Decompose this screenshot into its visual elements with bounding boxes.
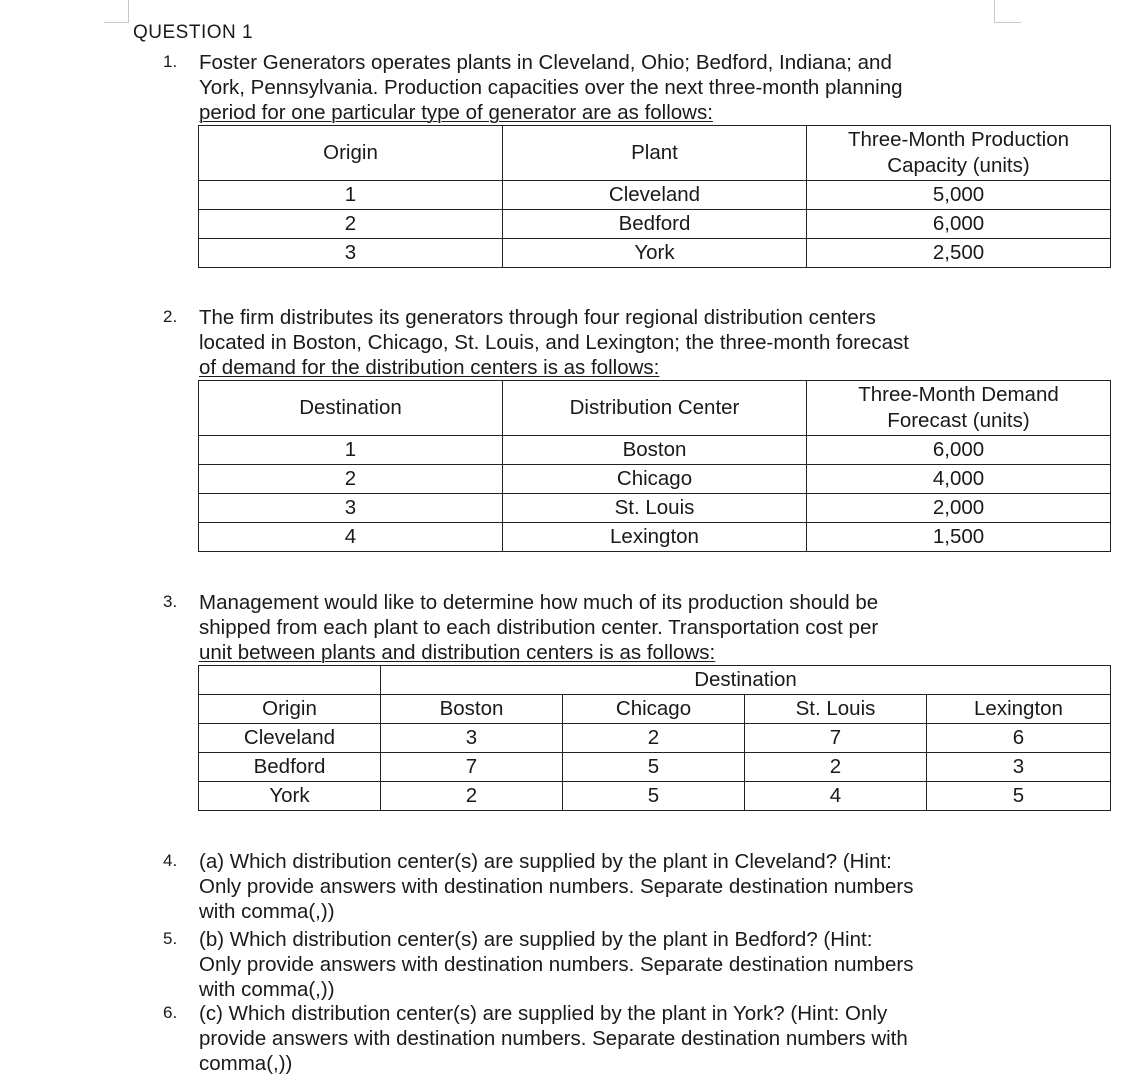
item-text-line: of demand for the distribution centers is as follows: bbox=[199, 356, 660, 379]
item-text-line: (a) Which distribution center(s) are supplied by the plant in Cleveland? (Hint: bbox=[199, 850, 892, 873]
table-cell: 4 bbox=[745, 782, 927, 811]
header-line: Three-Month Production bbox=[847, 128, 1070, 151]
table-cell: 6,000 bbox=[807, 210, 1111, 239]
table-cell: Bedford bbox=[503, 210, 807, 239]
table-cell: 3 bbox=[199, 239, 503, 268]
header-line: Forecast (units) bbox=[887, 409, 1030, 432]
table-cell: 5 bbox=[563, 782, 745, 811]
destination-header: Destination bbox=[381, 666, 1111, 695]
table-cell: 3 bbox=[927, 753, 1111, 782]
table-cell: St. Louis bbox=[503, 494, 807, 523]
table-cell: 1 bbox=[199, 181, 503, 210]
question-item-2 bbox=[163, 305, 1093, 380]
page-corner-mark-right bbox=[994, 0, 1021, 23]
item-text-line: (b) Which distribution center(s) are supplied by the plant in Bedford? (Hint: bbox=[199, 928, 873, 951]
table-row bbox=[199, 210, 1111, 239]
question-item-1 bbox=[163, 50, 1093, 125]
table-row bbox=[199, 523, 1111, 552]
column-header: Lexington bbox=[927, 695, 1111, 724]
table-cell: 3 bbox=[199, 494, 503, 523]
item-text-line: (c) Which distribution center(s) are supplied by the plant in York? (Hint: Only bbox=[199, 1002, 888, 1025]
table-cell: 7 bbox=[381, 753, 563, 782]
item-text-line: period for one particular type of generator are as follows: bbox=[199, 101, 713, 124]
item-number: 5. bbox=[163, 929, 178, 948]
table-cell: Bedford bbox=[199, 753, 381, 782]
cost-table bbox=[198, 665, 1111, 811]
item-text-line: Management would like to determine how much of its production should be bbox=[199, 591, 879, 614]
item-text-line: provide answers with destination numbers. Separate destination numbers with bbox=[199, 1027, 908, 1050]
header-line: Capacity (units) bbox=[887, 154, 1030, 177]
table-row bbox=[199, 181, 1111, 210]
table-cell: Lexington bbox=[503, 523, 807, 552]
table-cell: 2 bbox=[563, 724, 745, 753]
table-cell: 3 bbox=[381, 724, 563, 753]
column-header: Chicago bbox=[563, 695, 745, 724]
table-header-row bbox=[199, 381, 1111, 436]
item-text-line: Foster Generators operates plants in Cleveland, Ohio; Bedford, Indiana; and bbox=[199, 51, 892, 74]
table-cell: York bbox=[503, 239, 807, 268]
table-cell: 1,500 bbox=[807, 523, 1111, 552]
table-cell: Chicago bbox=[503, 465, 807, 494]
item-number: 6. bbox=[163, 1003, 178, 1022]
question-item-5 bbox=[163, 927, 1093, 1002]
column-header: Origin bbox=[199, 695, 381, 724]
item-text-line: with comma(,)) bbox=[199, 978, 335, 1001]
table-cell: 1 bbox=[199, 436, 503, 465]
item-text-line: with comma(,)) bbox=[199, 900, 335, 923]
item-number: 4. bbox=[163, 851, 178, 870]
column-header: St. Louis bbox=[745, 695, 927, 724]
table-header-row bbox=[199, 695, 1111, 724]
table-row bbox=[199, 724, 1111, 753]
column-header: Distribution Center bbox=[503, 381, 807, 436]
table-row bbox=[199, 782, 1111, 811]
column-header bbox=[807, 126, 1111, 181]
table-cell: 7 bbox=[745, 724, 927, 753]
table-header-row bbox=[199, 666, 1111, 695]
question-item-6 bbox=[163, 1001, 1093, 1076]
column-header: Plant bbox=[503, 126, 807, 181]
header-line: Three-Month Demand bbox=[858, 383, 1059, 406]
item-text-line: Only provide answers with destination numbers. Separate destination numbers bbox=[199, 875, 914, 898]
table-row bbox=[199, 436, 1111, 465]
item-number: 1. bbox=[163, 52, 178, 71]
table-row bbox=[199, 239, 1111, 268]
table-cell: Cleveland bbox=[503, 181, 807, 210]
item-text-line: York, Pennsylvania. Production capacities over the next three-month planning bbox=[199, 76, 903, 99]
item-text-line: unit between plants and distribution centers is as follows: bbox=[199, 641, 716, 664]
table-cell: 4,000 bbox=[807, 465, 1111, 494]
table-row bbox=[199, 465, 1111, 494]
item-number: 3. bbox=[163, 592, 178, 611]
table-cell: 6 bbox=[927, 724, 1111, 753]
table-cell: York bbox=[199, 782, 381, 811]
table-cell: Boston bbox=[503, 436, 807, 465]
table-cell: 5 bbox=[563, 753, 745, 782]
column-header: Destination bbox=[199, 381, 503, 436]
column-header: Boston bbox=[381, 695, 563, 724]
table-row bbox=[199, 753, 1111, 782]
table-cell: 5,000 bbox=[807, 181, 1111, 210]
item-number: 2. bbox=[163, 307, 178, 326]
column-header: Origin bbox=[199, 126, 503, 181]
table-cell: 6,000 bbox=[807, 436, 1111, 465]
table-cell: 2,000 bbox=[807, 494, 1111, 523]
table-cell: Cleveland bbox=[199, 724, 381, 753]
table-header-row bbox=[199, 126, 1111, 181]
table-cell: 5 bbox=[927, 782, 1111, 811]
table-cell: 2 bbox=[381, 782, 563, 811]
page-corner-mark-left bbox=[104, 0, 129, 23]
item-text-line: located in Boston, Chicago, St. Louis, and Lexington; the three-month forecast bbox=[199, 331, 909, 354]
table-row bbox=[199, 494, 1111, 523]
empty-corner-cell bbox=[199, 666, 381, 695]
demand-table bbox=[198, 380, 1111, 552]
table-cell: 2,500 bbox=[807, 239, 1111, 268]
capacity-table bbox=[198, 125, 1111, 268]
table-cell: 2 bbox=[745, 753, 927, 782]
table-cell: 2 bbox=[199, 465, 503, 494]
question-title: QUESTION 1 bbox=[133, 22, 254, 43]
item-text-line: shipped from each plant to each distribution center. Transportation cost per bbox=[199, 616, 879, 639]
question-item-4 bbox=[163, 849, 1093, 924]
table-cell: 4 bbox=[199, 523, 503, 552]
item-text-line: The firm distributes its generators through four regional distribution centers bbox=[199, 306, 876, 329]
question-item-3 bbox=[163, 590, 1093, 665]
column-header bbox=[807, 381, 1111, 436]
table-cell: 2 bbox=[199, 210, 503, 239]
item-text-line: comma(,)) bbox=[199, 1052, 293, 1075]
item-text-line: Only provide answers with destination numbers. Separate destination numbers bbox=[199, 953, 914, 976]
